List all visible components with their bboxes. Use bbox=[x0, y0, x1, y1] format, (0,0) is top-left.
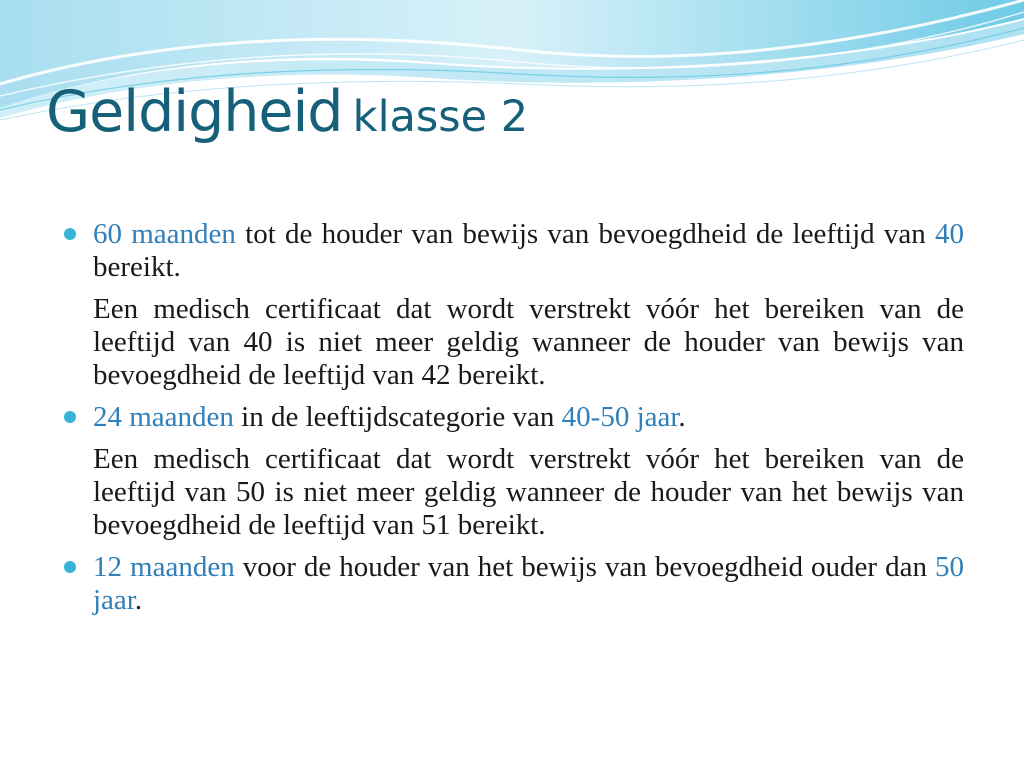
item-text-end: . bbox=[134, 584, 143, 616]
bullet-item-12-maanden bbox=[62, 551, 964, 617]
bullet-dot-icon bbox=[64, 561, 76, 573]
slide-title bbox=[46, 79, 529, 145]
slide-content bbox=[62, 218, 964, 626]
bullet-dot-icon bbox=[64, 411, 76, 423]
title-main: Geldigheid bbox=[46, 79, 343, 145]
highlight-age: 40 bbox=[935, 218, 964, 250]
title-sub: klasse 2 bbox=[352, 92, 529, 142]
item-text-end: . bbox=[678, 401, 686, 433]
sub-paragraph-40: Een medisch certificaat dat wordt verstrekt vóór het bereiken van de leeftijd van 40 is niet meer geldig wanneer de houder van bewijs van bevoegdheid de leeftijd van 42 bereikt. bbox=[93, 293, 964, 391]
bullet-item-24-maanden bbox=[62, 401, 964, 434]
item-text: in de leeftijdscategorie van bbox=[233, 401, 562, 433]
bullet-item-60-maanden bbox=[62, 218, 964, 284]
highlight-age: 40-50 jaar bbox=[561, 401, 679, 433]
sub-paragraph-50: Een medisch certificaat dat wordt verstrekt vóór het bereiken van de leeftijd van 50 is niet meer geldig wanneer de houder van het bewijs van bevoegdheid de leeftijd van 51 bereikt. bbox=[93, 443, 964, 541]
item-text: voor de houder van het bewijs van bevoegdheid ouder dan bbox=[234, 551, 935, 583]
item-text: tot de houder van bewijs van bevoegdheid de leeftijd van bbox=[235, 218, 935, 250]
bullet-dot-icon bbox=[64, 228, 76, 240]
highlight-duration: 60 maanden bbox=[93, 218, 236, 250]
highlight-duration: 12 maanden bbox=[93, 551, 235, 583]
item-text-end: bereikt. bbox=[93, 251, 181, 283]
highlight-duration: 24 maanden bbox=[93, 401, 234, 433]
highlight-age: 50 jaar bbox=[93, 551, 964, 616]
